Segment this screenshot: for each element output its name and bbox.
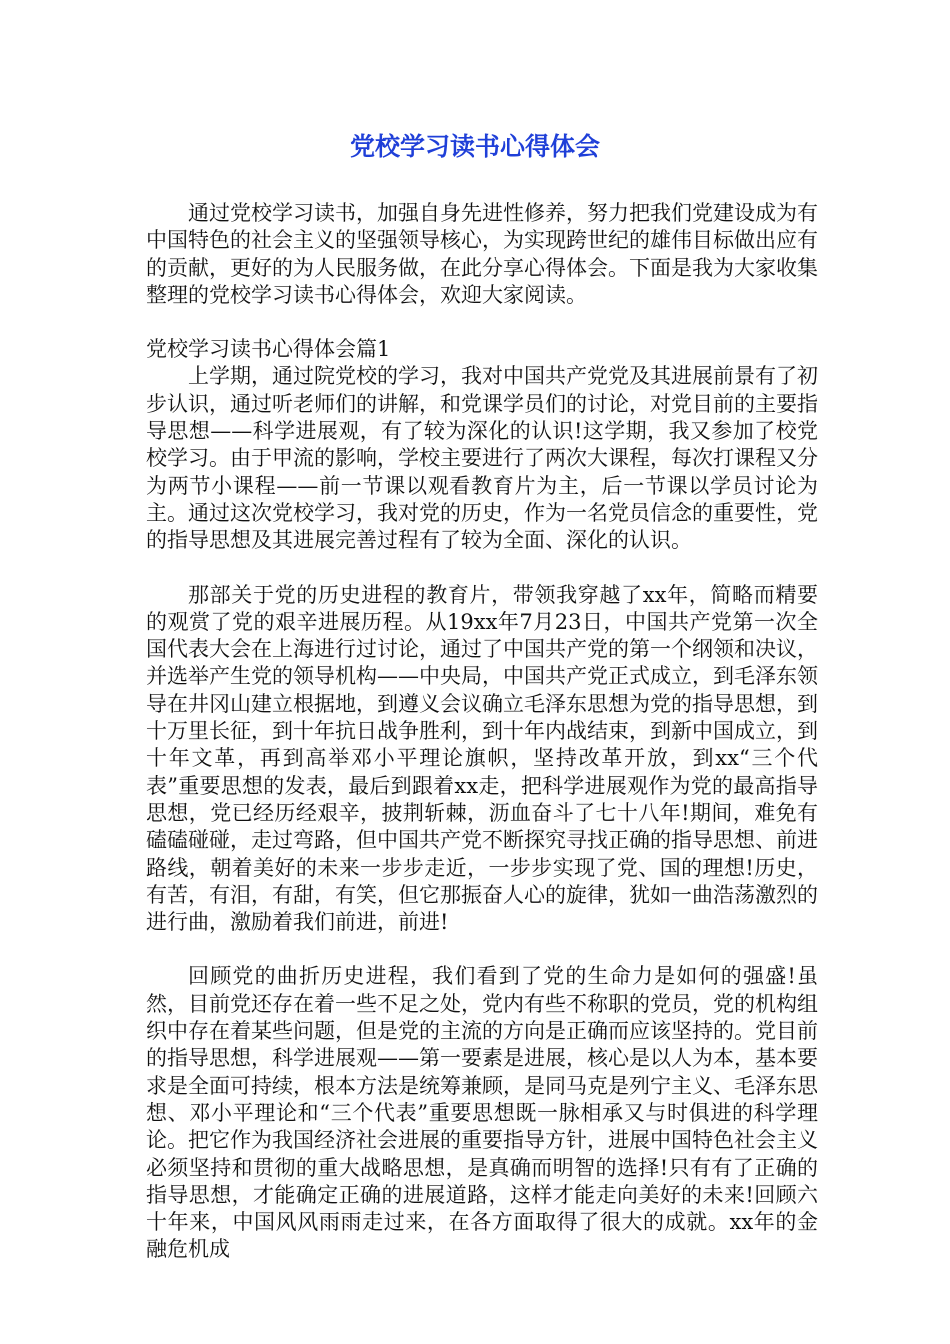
- body-paragraph: 回顾党的曲折历史进程，我们看到了党的生命力是如何的强盛!虽然，目前党还存在着一些不足之处，党内有些不称职的党员，党的机构组织中存在着某些问题，但是党的主流的方向是正确而应该坚持的。党目前的指导思想，科学进展观——第一要素是进展，核心是以人为本，基本要求是全面可持续，根本方法是统筹兼顾，是同马克是列宁主义、毛泽东思想、邓小平理论和“三个代表”重要思想既一脉相承又与时俱进的科学理论。把它作为我国经济社会进展的重要指导方针，进展中国特色社会主义必须坚持和贯彻的重大战略思想，是真确而明智的选择!只有有了正确的指导思想，才能确定正确的进展道路，这样才能走向美好的未来!回顾六十年来，中国风风雨雨走过来，在各方面取得了很大的成就。xx年的金融危机成: [146, 964, 818, 1262]
- intro-paragraph: 通过党校学习读书，加强自身先进性修养，努力把我们党建设成为有中国特色的社会主义的坚强领导核心，为实现跨世纪的雄伟目标做出应有的贡献，更好的为人民服务做，在此分享心得体会。下面是我为大家收集整理的党校学习读书心得体会，欢迎大家阅读。: [146, 201, 818, 307]
- document-title: 党校学习读书心得体会: [349, 132, 600, 161]
- section-heading: 党校学习读书心得体会篇1: [146, 337, 391, 362]
- document-body: [146, 200, 818, 1264]
- body-paragraph: 上学期，通过院党校的学习，我对中国共产党党及其进展前景有了初步认识，通过听老师们的讲解，和党课学员们的讨论，对党目前的主要指导思想——科学进展观，有了较为深化的认识!这学期，我又参加了校党校学习。由于甲流的影响，学校主要进行了两次大课程，每次打课程又分为两节小课程——前一节课以观看教育片为主，后一节课以学员讨论为主。通过这次党校学习，我对党的历史，作为一名党员信念的重要性，党的指导思想及其进展完善过程有了较为全面、深化的认识。: [146, 364, 818, 553]
- paragraph-gap: [146, 936, 818, 963]
- body-paragraph: 那部关于党的历史进程的教育片，带领我穿越了xx年，简略而精要的观赏了党的艰辛进展历程。从19xx年7月23日，中国共产党第一次全国代表大会在上海进行过讨论，通过了中国共产党的第一个纲领和决议，并选举产生党的领导机构——中央局，中国共产党正式成立，到毛泽东领导在井冈山建立根据地，到遵义会议确立毛泽东思想为党的指导思想，到十万里长征，到十年抗日战争胜利，到十年内战结束，到新中国成立，到十年文革，再到高举邓小平理论旗帜，坚持改革开放，到xx“三个代表”重要思想的发表，最后到跟着xx走，把科学进展观作为党的最高指导思想，党已经历经艰辛，披荆斩棘，沥血奋斗了七十八年!期间，难免有磕磕碰碰，走过弯路，但中国共产党不断探究寻找正确的指导思想、前进路线，朝着美好的未来一步步走近，一步步实现了党、国的理想!历史，有苦，有泪，有甜，有笑，但它那振奋人心的旋律，犹如一曲浩荡激烈的进行曲，激励着我们前进，前进!: [146, 582, 818, 935]
- paragraph-gap: [146, 555, 818, 582]
